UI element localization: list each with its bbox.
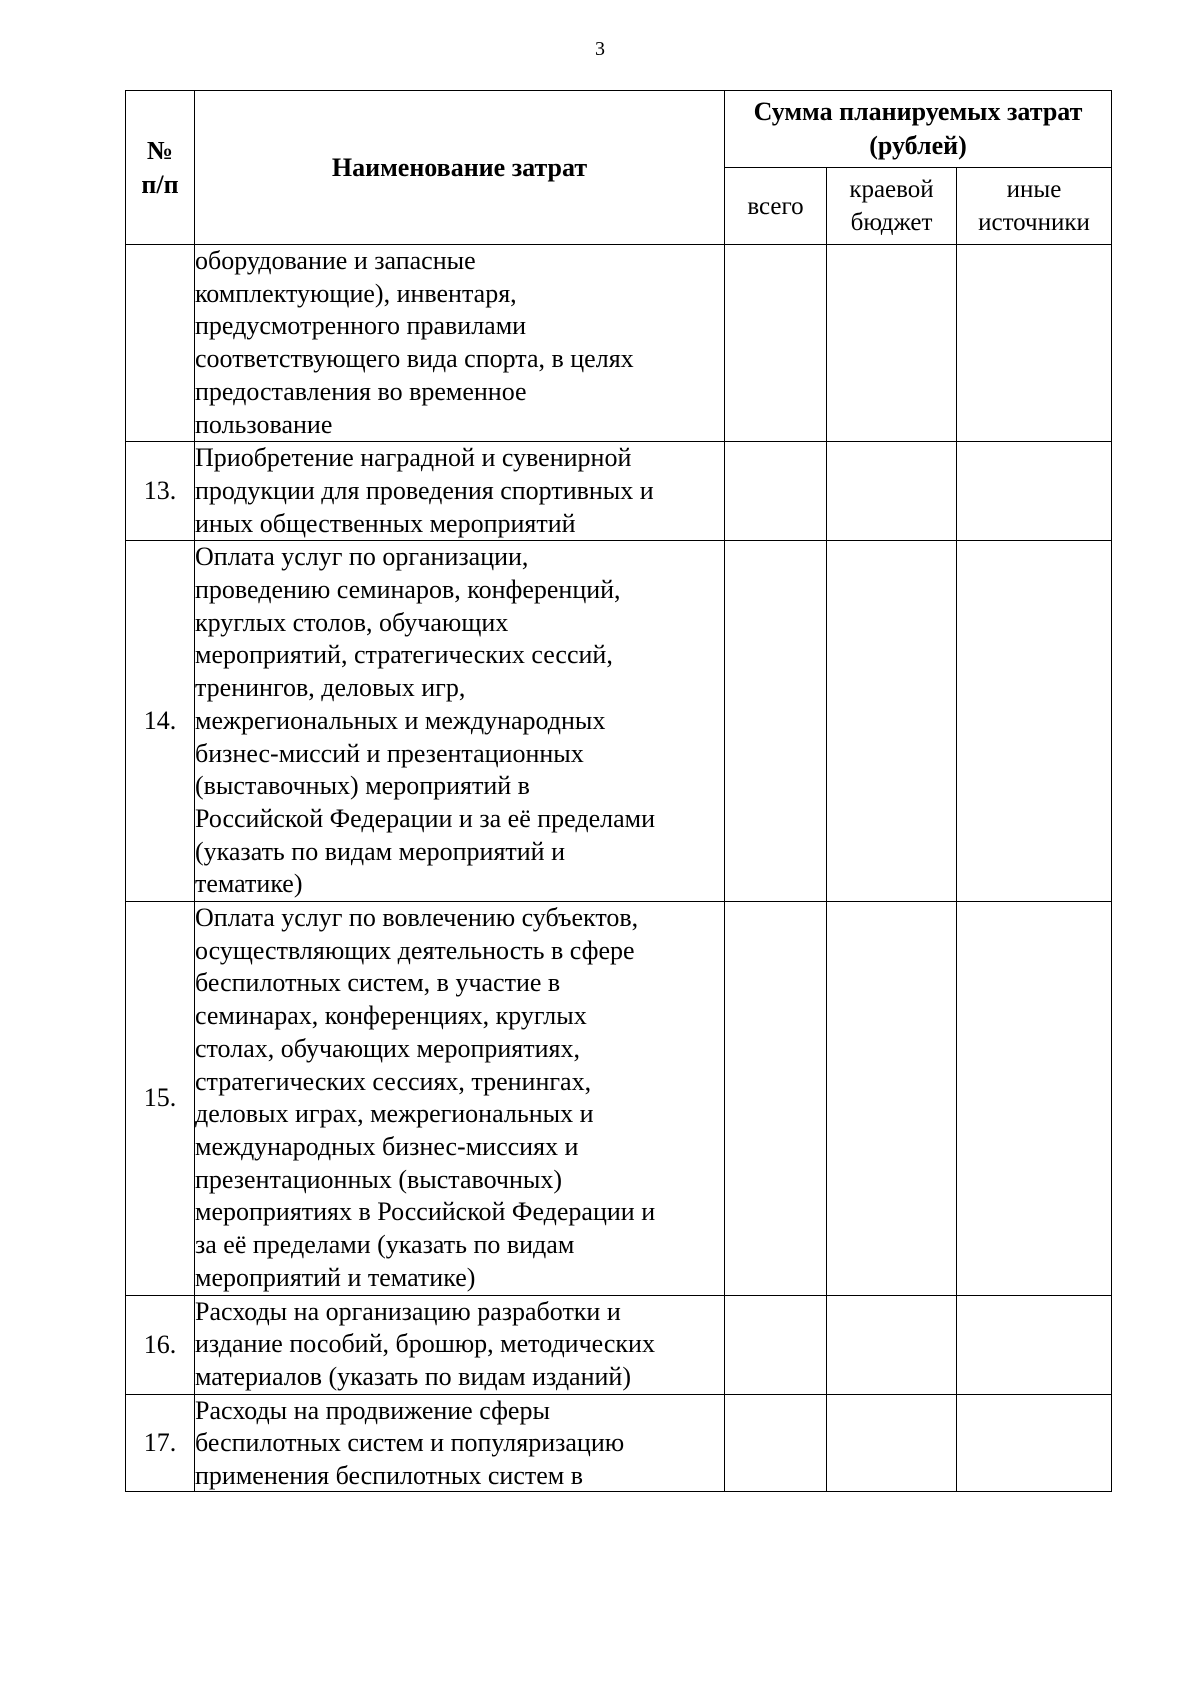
header-regional-budget: краевой бюджет — [827, 168, 957, 245]
row-other-cell — [957, 1295, 1112, 1394]
row-cost-name — [195, 902, 725, 1295]
row-total-cell — [725, 1394, 827, 1491]
header-other-sources: иные источники — [957, 168, 1112, 245]
header-number: № п/п — [126, 91, 195, 245]
row-regional-cell — [827, 245, 957, 442]
row-number: 15. — [126, 902, 195, 1295]
row-cost-name-text: Оплата услуг по вовлечению субъектов, осуществляющих деятельность в сфере беспилотных систем, в участие в семинарах, конференциях, круглых столах, обучающих мероприятиях, стратегических сессиях, тренингах, деловых играх, межрегиональных и международных бизнес-миссиях и презентационных (выставочных) мероприятиях в Российской Федерации и за её пределами (указать по видам мероприятий и тематике) — [195, 903, 656, 1292]
row-regional-cell — [827, 902, 957, 1295]
row-total-cell — [725, 541, 827, 902]
row-number: 17. — [126, 1394, 195, 1491]
row-other-cell — [957, 442, 1112, 541]
row-total-cell — [725, 1295, 827, 1394]
row-other-cell — [957, 1394, 1112, 1491]
table-row — [126, 902, 1112, 1295]
row-number: 14. — [126, 541, 195, 902]
table-body — [126, 245, 1112, 1492]
row-number: 16. — [126, 1295, 195, 1394]
costs-table — [125, 90, 1112, 1492]
row-cost-name-text: оборудование и запасные комплектующие), инвентаря, предусмотренного правилами соответствующего вида спорта, в целях предоставления во временное пользование — [195, 246, 634, 439]
row-cost-name — [195, 442, 725, 541]
row-total-cell — [725, 245, 827, 442]
table-row — [126, 1394, 1112, 1491]
table-row — [126, 442, 1112, 541]
row-other-cell — [957, 902, 1112, 1295]
row-cost-name — [195, 1295, 725, 1394]
row-regional-cell — [827, 541, 957, 902]
row-other-cell — [957, 245, 1112, 442]
row-cost-name-text: Приобретение наградной и сувенирной продукции для проведения спортивных и иных общественных мероприятий — [195, 443, 654, 538]
row-cost-name — [195, 245, 725, 442]
header-planned-sum: Сумма планируемых затрат (рублей) — [725, 91, 1112, 168]
row-regional-cell — [827, 442, 957, 541]
row-total-cell — [725, 442, 827, 541]
table-header — [126, 91, 1112, 245]
header-total: всего — [725, 168, 827, 245]
row-regional-cell — [827, 1394, 957, 1491]
table-row — [126, 541, 1112, 902]
table-row — [126, 1295, 1112, 1394]
table-row — [126, 245, 1112, 442]
row-cost-name — [195, 1394, 725, 1491]
row-regional-cell — [827, 1295, 957, 1394]
row-cost-name — [195, 541, 725, 902]
row-cost-name-text: Расходы на организацию разработки и издание пособий, брошюр, методических материалов (указать по видам изданий) — [195, 1296, 655, 1391]
row-other-cell — [957, 541, 1112, 902]
row-cost-name-text: Оплата услуг по организации, проведению семинаров, конференций, круглых столов, обучающих мероприятий, стратегических сессий, тренингов, деловых игр, межрегиональных и международных бизнес-миссий и презентационных (выставочных) мероприятий в Российской Федерации и за её пределами (указать по видам мероприятий и тематике) — [195, 542, 655, 899]
row-number — [126, 245, 195, 442]
page-number: 3 — [595, 38, 605, 60]
row-number: 13. — [126, 442, 195, 541]
header-name: Наименование затрат — [195, 91, 725, 245]
row-total-cell — [725, 902, 827, 1295]
row-cost-name-text: Расходы на продвижение сферы беспилотных систем и популяризацию применения беспилотных систем в — [195, 1395, 625, 1491]
